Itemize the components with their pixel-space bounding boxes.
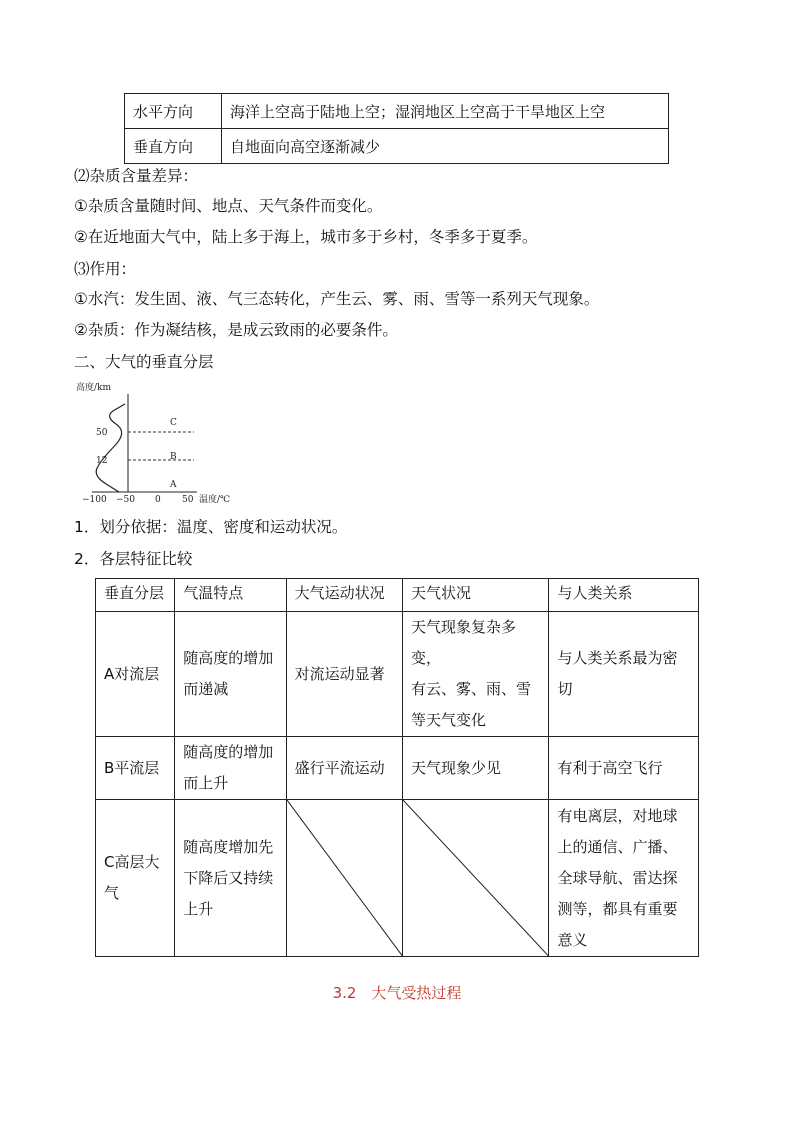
effect-item-2: ②杂质：作为凝结核，是成云致雨的必要条件。 bbox=[74, 321, 398, 339]
cell-line: 气 bbox=[104, 884, 120, 902]
cell-line: 切 bbox=[557, 680, 573, 698]
motion-status: 对流运动显著 bbox=[286, 612, 402, 737]
cell-line: 上的通信、广播、 bbox=[557, 837, 678, 856]
table-row bbox=[125, 94, 669, 129]
column-header: 气温特点 bbox=[175, 579, 286, 612]
table-row bbox=[96, 800, 699, 957]
weather-status: 天气现象少见 bbox=[402, 737, 548, 800]
empty-diagonal-cell bbox=[402, 800, 548, 957]
table-row bbox=[96, 612, 699, 737]
layer-label-a: A bbox=[170, 480, 177, 490]
table-row bbox=[96, 737, 699, 800]
layer-name: B平流层 bbox=[96, 737, 175, 800]
x-tick-label: −100 bbox=[82, 495, 107, 504]
row-label: 水平方向 bbox=[125, 94, 222, 129]
effect-item-1: ①水汽：发生固、液、气三态转化，产生云、雾、雨、雪等一系列天气现象。 bbox=[74, 290, 600, 308]
cell-line: 上升 bbox=[183, 899, 214, 918]
y-tick-label: 12 bbox=[96, 456, 108, 466]
next-section-title: 3.2 大气受热过程 bbox=[332, 984, 462, 1002]
x-tick-label: −50 bbox=[116, 495, 135, 504]
temperature-curve bbox=[96, 404, 125, 492]
effect-heading: ⑶作用： bbox=[74, 260, 137, 278]
column-header: 天气状况 bbox=[402, 579, 548, 612]
cell-line: 有电离层，对地球 bbox=[557, 806, 678, 825]
human-relation: 有利于高空飞行 bbox=[549, 737, 699, 800]
y-axis-label: 高度/km bbox=[76, 383, 112, 393]
humidity-table bbox=[124, 93, 669, 164]
layer-name: A对流层 bbox=[96, 612, 175, 737]
motion-status: 盛行平流运动 bbox=[286, 737, 402, 800]
cell-line: C高层大 bbox=[104, 853, 160, 871]
cell-line: 随高度增加先 bbox=[183, 837, 274, 856]
column-header: 大气运动状况 bbox=[286, 579, 402, 612]
row-label: 垂直方向 bbox=[125, 129, 222, 164]
layer-name bbox=[96, 800, 175, 957]
impurity-item-1: ①杂质含量随时间、地点、天气条件而变化。 bbox=[74, 197, 383, 215]
table-header-row bbox=[96, 579, 699, 612]
cell-line: 有云、雾、雨、雪 bbox=[410, 680, 531, 698]
cell-line: 随高度的增加 bbox=[183, 649, 274, 667]
temp-feature bbox=[175, 612, 286, 737]
cell-line: 测等，都具有重要 bbox=[557, 899, 678, 918]
cell-line: 全球导航、雷达探 bbox=[557, 868, 678, 887]
x-axis-label: 温度/℃ bbox=[199, 495, 231, 504]
layer-comparison-table bbox=[95, 578, 699, 957]
row-value: 自地面向高空逐渐减少 bbox=[222, 129, 669, 164]
impurity-heading: ⑵杂质含量差异： bbox=[74, 167, 199, 185]
cell-line: 随高度的增加 bbox=[183, 743, 274, 761]
diagonal-slash bbox=[287, 800, 402, 956]
comparison-title: 2．各层特征比较 bbox=[74, 550, 193, 568]
human-relation bbox=[549, 800, 699, 957]
temp-feature bbox=[175, 737, 286, 800]
x-tick-label: 0 bbox=[155, 495, 161, 504]
section-title: 二、大气的垂直分层 bbox=[74, 353, 214, 371]
temp-feature bbox=[175, 800, 286, 957]
cell-line: 与人类关系最为密 bbox=[557, 649, 678, 667]
column-header: 与人类关系 bbox=[549, 579, 699, 612]
division-basis: 1．划分依据：温度、密度和运动状况。 bbox=[74, 518, 348, 536]
atmosphere-layer-chart bbox=[72, 376, 252, 504]
cell-line: 而递减 bbox=[183, 680, 229, 698]
weather-status bbox=[402, 612, 548, 737]
y-tick-label: 50 bbox=[96, 428, 108, 438]
cell-line: 下降后又持续 bbox=[183, 868, 274, 887]
empty-diagonal-cell bbox=[286, 800, 402, 957]
cell-line: 而上升 bbox=[183, 774, 229, 792]
row-value: 海洋上空高于陆地上空；湿润地区上空高于干旱地区上空 bbox=[222, 94, 669, 129]
diagonal-slash bbox=[403, 800, 548, 956]
table-row bbox=[125, 129, 669, 164]
x-tick-label: 50 bbox=[182, 495, 194, 504]
impurity-item-2: ②在近地面大气中，陆上多于海上，城市多于乡村，冬季多于夏季。 bbox=[74, 228, 538, 246]
human-relation bbox=[549, 612, 699, 737]
column-header: 垂直分层 bbox=[96, 579, 175, 612]
layer-label-c: C bbox=[170, 418, 177, 428]
layer-label-b: B bbox=[170, 452, 177, 462]
cell-line: 等天气变化 bbox=[410, 711, 486, 729]
cell-line: 天气现象复杂多变， bbox=[410, 618, 516, 667]
cell-line: 意义 bbox=[557, 930, 588, 949]
